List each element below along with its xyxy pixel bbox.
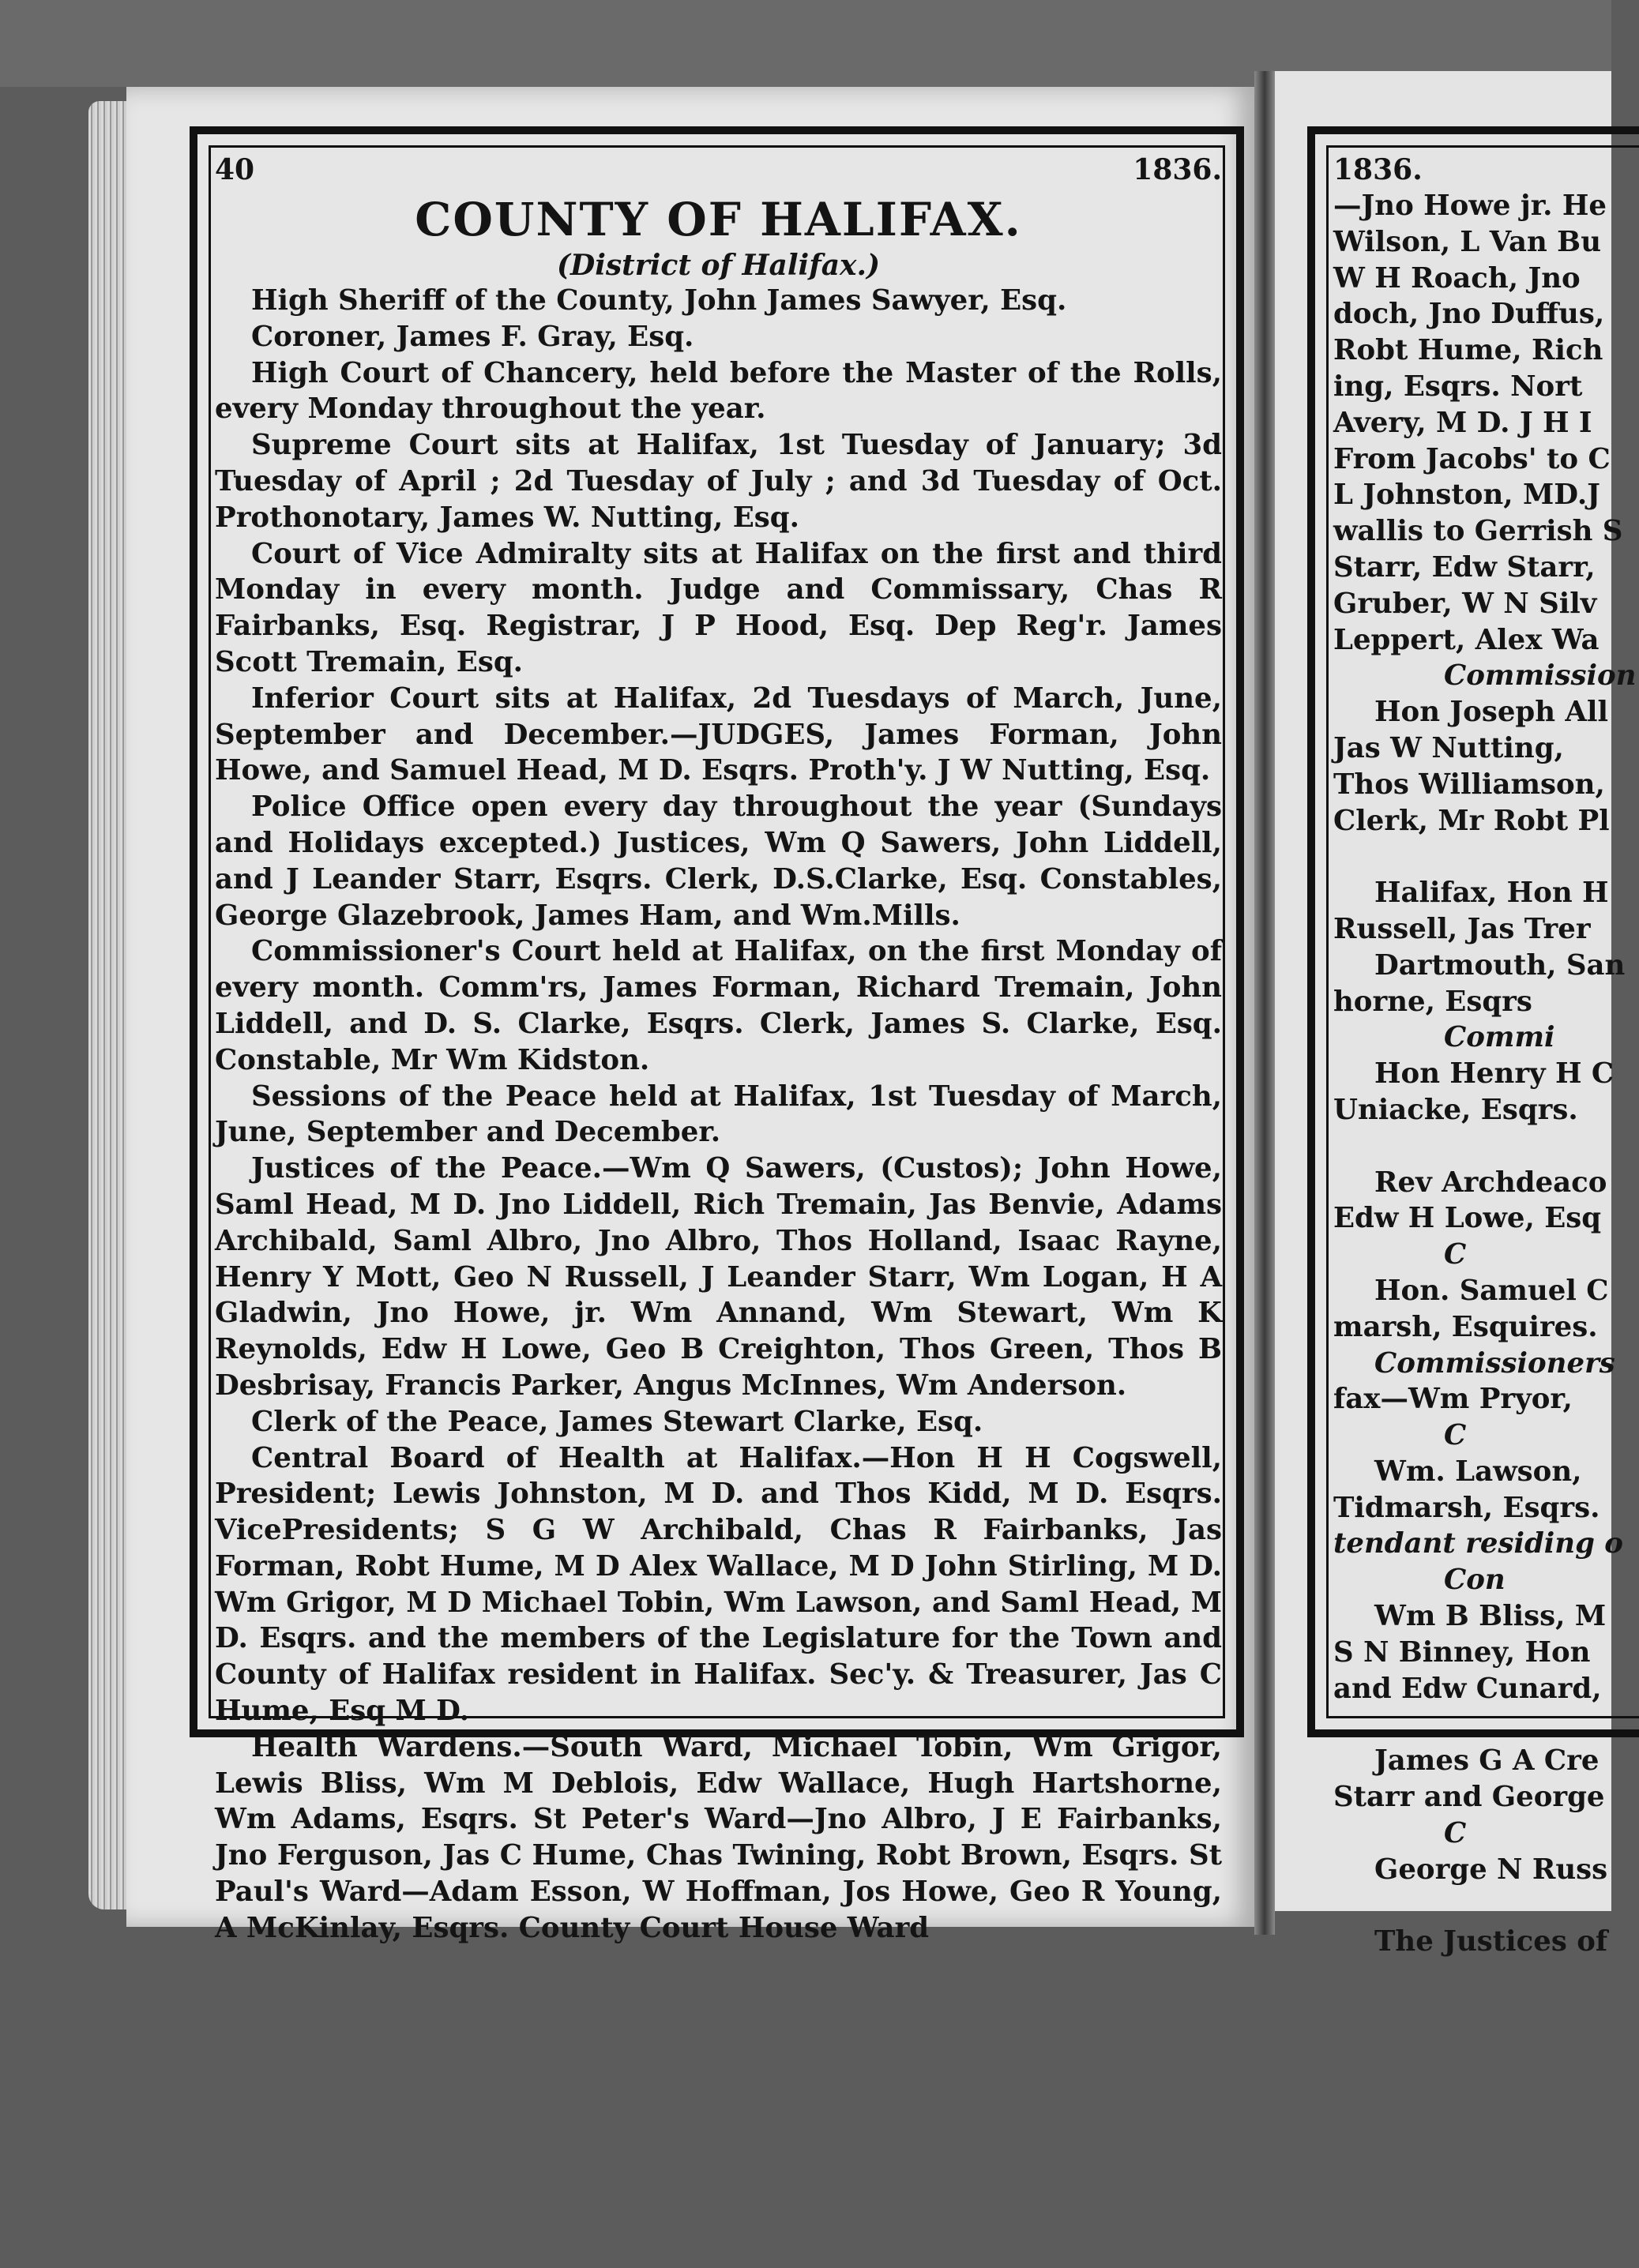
text-line: L Johnston, MD.J	[1333, 479, 1600, 512]
text-line: C	[1444, 1816, 1467, 1849]
paragraph: Clerk of the Peace, James Stewart Clarke, Esq.	[251, 1405, 983, 1438]
paragraph: High Sheriff of the County, John James Sawyer, Esq.	[251, 284, 1067, 317]
text-line: The Justices of	[1374, 1925, 1608, 1958]
text-line: doch, Jno Duffus,	[1333, 298, 1605, 331]
text-line: Starr, Edw Starr,	[1333, 550, 1596, 584]
text-line: Rev Archdeaco	[1374, 1166, 1607, 1199]
text-line: Avery, M D. J H I	[1333, 406, 1592, 439]
left-page-content	[215, 152, 1222, 1947]
right-page-body	[1333, 188, 1637, 1960]
text-line: Tidmarsh, Esqrs.	[1333, 1491, 1600, 1524]
left-page-header	[215, 152, 1222, 188]
text-line: ing, Esqrs. Nort	[1333, 370, 1583, 403]
text-line: and Edw Cunard,	[1333, 1672, 1602, 1705]
text-line: Robt Hume, Rich	[1333, 334, 1603, 367]
text-line: Leppert, Alex Wa	[1333, 623, 1600, 656]
page-title: COUNTY OF HALIFAX.	[415, 193, 1022, 246]
text-line: Commission	[1444, 659, 1637, 693]
text-line: Hon. Samuel C	[1374, 1274, 1609, 1307]
text-line: Wm. Lawson,	[1374, 1455, 1582, 1488]
text-line: horne, Esqrs	[1333, 985, 1532, 1018]
text-line: Wilson, L Van Bu	[1333, 225, 1602, 258]
text-line: marsh, Esquires.	[1333, 1310, 1598, 1343]
text-line: C	[1444, 1238, 1467, 1271]
text-line: Thos Williamson,	[1333, 768, 1605, 801]
book-gutter	[1254, 71, 1275, 1935]
paragraph: Coroner, James F. Gray, Esq.	[251, 320, 694, 353]
text-line: —Jno Howe jr. He	[1333, 190, 1607, 222]
paragraph: Commissioner's Court held at Halifax, on the first Monday of every month. Comm'rs, James Forman, Richard Tremain, John Liddell, and D. S. Clarke, Esqrs. Clerk, James S. Clarke, Esq. Constable, Mr Wm Kidston.	[215, 935, 1222, 1076]
text-line: Hon Henry H C	[1374, 1057, 1615, 1091]
paragraph: Supreme Court sits at Halifax, 1st Tuesday of January; 3d Tuesday of April ; 2d Tuesday of July ; and 3d Tuesday of Oct. Prothonotary, James W. Nutting, Esq.	[215, 429, 1222, 534]
text-line: Hon Joseph All	[1374, 696, 1608, 729]
paragraph: Inferior Court sits at Halifax, 2d Tuesdays of March, June, September and December.—JUDGES, James Forman, John Howe, and Samuel Head, M D. Esqrs. Proth'y. J W Nutting, Esq.	[215, 682, 1222, 787]
right-page-header	[1333, 152, 1611, 188]
text-line: C	[1444, 1419, 1467, 1452]
text-line: Dartmouth, San	[1374, 948, 1626, 982]
text-line	[1333, 839, 1611, 875]
paragraph: Sessions of the Peace held at Halifax, 1st Tuesday of March, June, September and December.	[215, 1080, 1222, 1149]
text-line	[1333, 1887, 1611, 1924]
paragraph: Court of Vice Admiralty sits at Halifax on the first and third Monday in every month. Judge and Commissary, Chas R Fairbanks, Esq. Registrar, J P Hood, Esq. Dep Reg'r. James Scott Tremain, Esq.	[215, 537, 1222, 678]
text-line: Clerk, Mr Robt Pl	[1333, 804, 1610, 837]
text-line: W H Roach, Jno	[1333, 261, 1581, 295]
text-line: tendant residing o	[1333, 1527, 1623, 1560]
paragraph: Justices of the Peace.—Wm Q Sawers, (Custos); John Howe, Saml Head, M D. Jno Liddell, Rich Tremain, Jas Benvie, Adams Archibald, Saml Albro, Jno Albro, Thos Holland, Isaac Rayne, Henry Y Mott, Geo N Russell, J Leander Starr, Wm Logan, H A Gladwin, Jno Howe, jr. Wm Annand, Wm Stewart, Wm K Reynolds, Edw H Lowe, Geo B Creighton, Thos Green, Thos B Desbrisay, Francis Parker, Angus McInnes, Wm Anderson.	[215, 1152, 1222, 1402]
paragraph: Health Wardens.—South Ward, Michael Tobin, Wm Grigor, Lewis Bliss, Wm M Deblois, Edw Wallace, Hugh Hartshorne, Wm Adams, Esqrs. St Peter's Ward—Jno Albro, J E Fairbanks, Jno Ferguson, Jas C Hume, Chas Twining, Robt Brown, Esqrs. St Paul's Ward—Adam Esson, W Hoffman, Jos Howe, Geo R Young, A McKinlay, Esqrs. County Court House Ward	[215, 1730, 1222, 1944]
right-page-content	[1333, 152, 1637, 1960]
text-line: S N Binney, Hon	[1333, 1635, 1591, 1669]
text-line: James G A Cre	[1374, 1744, 1600, 1778]
page-subtitle: (District of Halifax.)	[556, 249, 881, 282]
text-line	[1333, 1128, 1611, 1165]
text-line: Uniacke, Esqrs.	[1333, 1093, 1578, 1126]
text-line: Jas W Nutting,	[1333, 731, 1564, 764]
page-year: 1836.	[1133, 153, 1222, 186]
page-number: 40	[215, 153, 255, 186]
text-line: Con	[1444, 1564, 1506, 1597]
text-line: Edw H Lowe, Esq	[1333, 1202, 1602, 1235]
text-line: Wm B Bliss, M	[1374, 1600, 1607, 1633]
text-line: wallis to Gerrish S	[1333, 515, 1623, 548]
paragraph: Police Office open every day throughout the year (Sundays and Holidays excepted.) Justices, Wm Q Sawers, John Liddell, and J Leander Starr, Esqrs. Clerk, D.S.Clarke, Esq. Constables, George Glazebrook, James Ham, and Wm.Mills.	[215, 790, 1222, 932]
text-line: Starr and George	[1333, 1781, 1605, 1814]
text-line: Halifax, Hon H	[1374, 877, 1609, 910]
right-page-year: 1836.	[1333, 153, 1423, 186]
paragraph: High Court of Chancery, held before the Master of the Rolls, every Monday throughout the year.	[215, 356, 1222, 426]
text-line	[1333, 1707, 1611, 1743]
text-line: Russell, Jas Trer	[1333, 912, 1591, 945]
text-line: Commissioners	[1374, 1346, 1615, 1380]
text-line: From Jacobs' to C	[1333, 442, 1611, 475]
text-line: fax—Wm Pryor,	[1333, 1383, 1573, 1416]
text-line: George N Russ	[1374, 1853, 1608, 1886]
text-line: Commi	[1444, 1021, 1555, 1054]
text-line: Gruber, W N Silv	[1333, 587, 1597, 620]
left-page-body	[215, 283, 1222, 1947]
paragraph: Central Board of Health at Halifax.—Hon H H Cogswell, President; Lewis Johnston, M D. and Thos Kidd, M D. Esqrs. VicePresidents; S G W Archibald, Chas R Fairbanks, Jas Forman, Robt Hume, M D Alex Wallace, M D John Stirling, M D. Wm Grigor, M D Michael Tobin, Wm Lawson, and Saml Head, M D. Esqrs. and the members of the Legislature for the Town and County of Halifax resident in Halifax. Sec'y. & Treasurer, Jas C Hume, Esq M D.	[215, 1441, 1222, 1728]
